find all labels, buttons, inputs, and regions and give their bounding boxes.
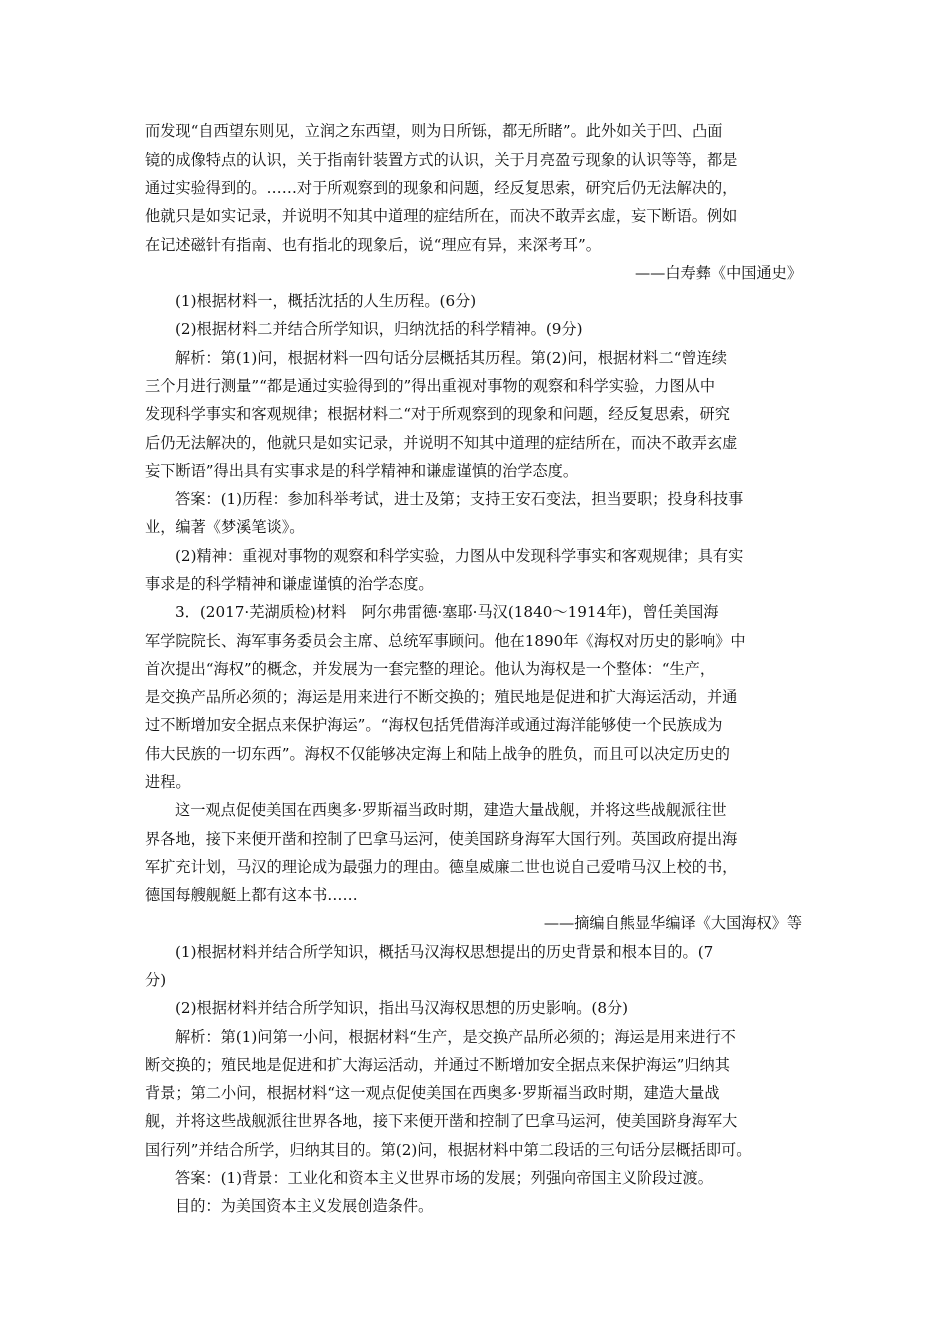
text-line: 断交换的；殖民地是促进和扩大海运活动，并通过不断增加安全据点来保护海运”归纳其	[145, 1056, 730, 1074]
text-line: 军扩充计划，马汉的理论成为最强力的理由。德皇威廉二世也说自己爱啃马汉上校的书，	[145, 858, 738, 876]
text-line: 分)	[145, 971, 167, 989]
text-line: 而发现“自西望东则见，立润之东西望，则为日所铄，都无所睹”。此外如关于凹、凸面	[145, 122, 723, 140]
text-line: 德国每艘舰艇上都有这本书……	[145, 886, 358, 904]
text-line: 伟大民族的一切东西”。海权不仅能够决定海上和陆上战争的胜负，而且可以决定历史的	[145, 745, 730, 763]
answer-text: (2)精神：重视对事物的观察和科学实验，力图从中发现科学事实和客观规律；具有实	[175, 547, 744, 565]
text-line: 三个月进行测量”“都是通过实验得到的”得出重视对事物的观察和科学实验，力图从中	[145, 377, 716, 395]
question-1: (1)根据材料一，概括沈括的人生历程。(6分)	[175, 292, 477, 310]
text-line: 是交换产品所必须的；海运是用来进行不断交换的；殖民地是促进和扩大海运活动，并通	[145, 688, 738, 706]
question-1: (1)根据材料并结合所学知识，概括马汉海权思想提出的历史背景和根本目的。(7	[175, 943, 714, 961]
text-line: 军学院院长、海军事务委员会主席、总统军事顾问。他在1890年《海权对历史的影响》中	[145, 632, 746, 650]
question-3-material: 3．(2017·芜湖质检)材料 阿尔弗雷德·塞耶·马汉(1840～1914年)，曾任美国海	[175, 603, 719, 621]
text-line: 后仍无法解决的，他就只是如实记录，并说明不知其中道理的症结所在，而决不敢弄玄虚	[145, 434, 738, 452]
text-line: 舰，并将这些战舰派往世界各地，接下来便开凿和控制了巴拿马运河，使美国跻身海军大	[145, 1112, 738, 1130]
text-line: 通过实验得到的。……对于所观察到的现象和问题，经反复思索，研究后仍无法解决的，	[145, 179, 738, 197]
answer-text: 目的：为美国资本主义发展创造条件。	[175, 1197, 434, 1215]
source-citation: ——摘编自熊显华编译《大国海权》等	[543, 914, 802, 932]
answer-text: 答案：(1)背景：工业化和资本主义世界市场的发展；列强向帝国主义阶段过渡。	[175, 1169, 713, 1187]
text-line: 妄下断语”得出具有实事求是的科学精神和谦虚谨慎的治学态度。	[145, 462, 579, 480]
text-line: 在记述磁针有指南、也有指北的现象后，说“理应有异，来深考耳”。	[145, 236, 601, 254]
answer-text: 答案：(1)历程：参加科举考试，进士及第；支持王安石变法，担当要职；投身科技事	[175, 490, 744, 508]
text-line: 进程。	[145, 773, 191, 791]
text-line: 他就只是如实记录，并说明不知其中道理的症结所在，而决不敢弄玄虚，妄下断语。例如	[145, 207, 738, 225]
analysis-text: 解析：第(1)问第一小问，根据材料“生产，是交换产品所必须的；海运是用来进行不	[175, 1028, 736, 1046]
text-line: 这一观点促使美国在西奥多·罗斯福当政时期，建造大量战舰，并将这些战舰派往世	[175, 801, 727, 819]
text-line: 背景；第二小问，根据材料“这一观点促使美国在西奥多·罗斯福当政时期，建造大量战	[145, 1084, 720, 1102]
text-line: 发现科学事实和客观规律；根据材料二“对于所观察到的现象和问题，经反复思索，研究	[145, 405, 730, 423]
text-line: 事求是的科学精神和谦虚谨慎的治学态度。	[145, 575, 434, 593]
question-2: (2)根据材料并结合所学知识，指出马汉海权思想的历史影响。(8分)	[175, 999, 629, 1017]
text-line: 业，编著《梦溪笔谈》。	[145, 518, 305, 536]
text-line: 镜的成像特点的认识，关于指南针装置方式的认识，关于月亮盈亏现象的认识等等，都是	[145, 151, 738, 169]
source-citation: ——白寿彝《中国通史》	[634, 264, 802, 282]
question-2: (2)根据材料二并结合所学知识，归纳沈括的科学精神。(9分)	[175, 320, 583, 338]
analysis-text: 解析：第(1)问，根据材料一四句话分层概括其历程。第(2)问，根据材料二“曾连续	[175, 349, 727, 367]
text-line: 首次提出“海权”的概念，并发展为一套完整的理论。他认为海权是一个整体：“生产，	[145, 660, 716, 678]
text-line: 界各地，接下来便开凿和控制了巴拿马运河，使美国跻身海军大国行列。英国政府提出海	[145, 830, 738, 848]
text-line: 过不断增加安全据点来保护海运”。“海权包括凭借海洋或通过海洋能够使一个民族成为	[145, 716, 723, 734]
text-line: 国行列”并结合所学，归纳其目的。第(2)问，根据材料中第二段话的三句话分层概括即可。	[145, 1141, 752, 1159]
